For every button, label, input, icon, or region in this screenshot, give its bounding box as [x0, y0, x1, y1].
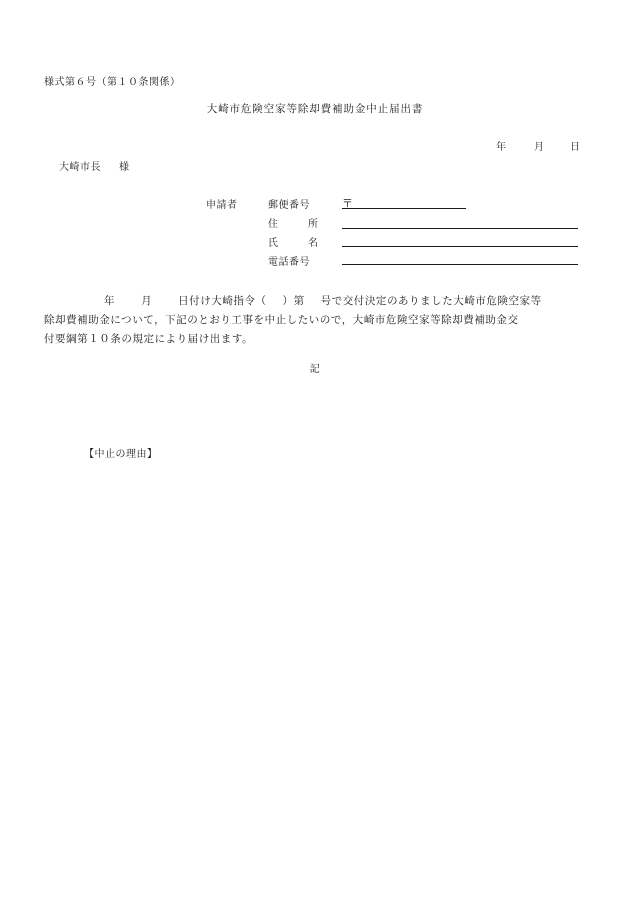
address-label-first-char: 住 [268, 219, 279, 230]
phone-number-field[interactable] [342, 264, 578, 265]
address-label-second-char: 所 [308, 219, 319, 230]
form-number: 様式第６号（第１０条関係） [44, 77, 181, 88]
notification-body [44, 292, 589, 349]
body-line-3: 付要綱第１０条の規定により届け出ます。 [44, 333, 254, 345]
date-year-label: 年 [496, 142, 507, 153]
name-label-second-char: 名 [308, 238, 319, 249]
name-label-first-char: 氏 [268, 238, 279, 249]
body-line-1 [44, 292, 589, 311]
body-segment-3: 号で交付決定のありました大崎市危険空家等 [320, 295, 542, 307]
name-field[interactable] [342, 246, 578, 247]
addressee-honorific: 様 [119, 162, 130, 173]
document-title: 大崎市危険空家等除却費補助金中止届出書 [206, 103, 424, 115]
ki-label: 記 [309, 364, 321, 375]
addressee-name: 大崎市長 [59, 162, 101, 173]
date-day-label: 日 [570, 142, 581, 153]
body-line-2: 除却費補助金について，下記のとおり工事を中止したいので，大崎市危険空家等除却費補助金交 [44, 314, 519, 326]
address-field[interactable] [342, 228, 578, 229]
body-year-label: 年 [104, 295, 116, 307]
body-segment-1: 日付け大崎指令（ [178, 295, 267, 307]
postal-code-field[interactable] [342, 208, 466, 209]
postal-mark-icon: 〒 [342, 197, 353, 210]
applicant-label: 申請者 [206, 200, 238, 211]
phone-number-label: 電話番号 [268, 257, 310, 268]
body-segment-2: ）第 [282, 295, 305, 307]
date-month-label: 月 [534, 142, 545, 153]
postal-code-label: 郵便番号 [268, 200, 310, 211]
reason-heading: 【中止の理由】 [84, 449, 158, 460]
body-month-label: 月 [141, 295, 153, 307]
